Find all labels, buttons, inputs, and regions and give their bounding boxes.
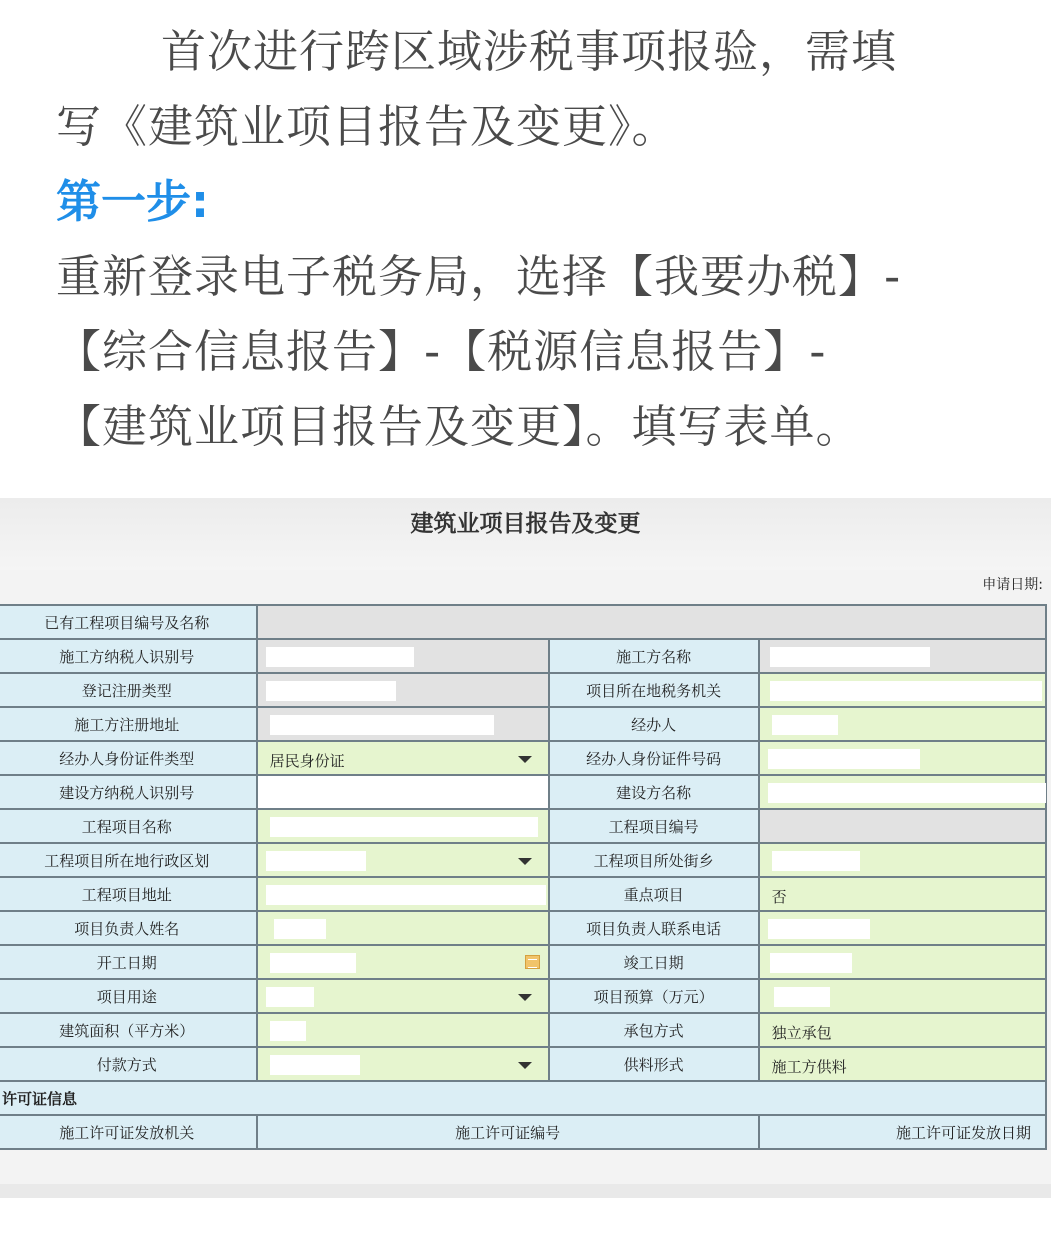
agent-id-type-value: 居民身份证 [269,752,345,770]
contractor-name-label: 施工方名称 [549,639,759,673]
agent-field[interactable] [759,707,1046,741]
project-address-field[interactable] [257,877,549,911]
intro-line-2: 写《建筑业项目报告及变更》。 [56,100,678,153]
start-date-field[interactable] [257,945,549,979]
project-use-label: 项目用途 [0,979,257,1013]
dropdown-arrow-icon[interactable] [518,994,532,1001]
tax-authority-label: 项目所在地税务机关 [549,673,759,707]
permit-section-header: 许可证信息 [0,1081,1046,1115]
intro-line-1: 首次进行跨区域涉税事项报验，需填 [161,25,898,78]
table-bottom-strip [0,1184,1051,1198]
contractor-tax-id-label: 施工方纳税人识别号 [0,639,257,673]
payment-method-label: 付款方式 [0,1047,257,1081]
builder-name-label: 建设方名称 [549,775,759,809]
registration-type-label: 登记注册类型 [0,673,257,707]
dropdown-arrow-icon[interactable] [518,756,532,763]
tax-authority-field[interactable] [759,673,1046,707]
key-project-field[interactable] [759,877,1046,911]
agent-label: 经办人 [549,707,759,741]
supply-form-label: 供料形式 [549,1047,759,1081]
project-number-label: 工程项目编号 [549,809,759,843]
article [56,14,1006,464]
project-budget-field[interactable] [759,979,1046,1013]
contractor-tax-id-field[interactable] [257,639,549,673]
dropdown-arrow-icon[interactable] [518,858,532,865]
step-label: 第一步: [56,175,209,228]
builder-tax-id-field[interactable] [257,775,549,809]
contract-mode-value: 独立承包 [771,1024,832,1042]
project-address-label: 工程项目地址 [0,877,257,911]
key-project-label: 重点项目 [549,877,759,911]
agent-id-type-label: 经办人身份证件类型 [0,741,257,775]
contractor-name-field[interactable] [759,639,1046,673]
builder-name-field[interactable] [759,775,1046,809]
intro-paragraph [56,14,1006,164]
building-area-field[interactable] [257,1013,549,1047]
contract-mode-label: 承包方式 [549,1013,759,1047]
step-line-2: 【综合信息报告】-【税源信息报告】- [56,325,827,378]
apply-date-label: 申请日期: [982,577,1043,593]
project-name-field[interactable] [257,809,549,843]
key-project-value: 否 [771,888,787,906]
manager-phone-label: 项目负责人联系电话 [549,911,759,945]
step-line-3: 【建筑业项目报告及变更】。填写表单。 [56,400,862,453]
start-date-label: 开工日期 [0,945,257,979]
contract-mode-field[interactable] [759,1013,1046,1047]
supply-form-field[interactable] [759,1047,1046,1081]
permit-number-header: 施工许可证编号 [257,1115,759,1149]
form-screenshot [0,498,1051,1198]
dropdown-arrow-icon[interactable] [518,1062,532,1069]
registration-type-field[interactable] [257,673,549,707]
project-use-select[interactable] [257,979,549,1013]
project-manager-label: 项目负责人姓名 [0,911,257,945]
building-area-label: 建筑面积（平方米） [0,1013,257,1047]
end-date-field[interactable] [759,945,1046,979]
end-date-label: 竣工日期 [549,945,759,979]
form-title: 建筑业项目报告及变更 [0,498,1051,570]
project-budget-label: 项目预算（万元） [549,979,759,1013]
project-form-table [0,604,1047,1150]
supply-form-value: 施工方供料 [771,1058,847,1076]
project-number-field[interactable] [759,809,1046,843]
agent-id-number-label: 经办人身份证件号码 [549,741,759,775]
project-name-label: 工程项目名称 [0,809,257,843]
manager-phone-field[interactable] [759,911,1046,945]
agent-id-number-field[interactable] [759,741,1046,775]
permit-authority-header: 施工许可证发放机关 [0,1115,257,1149]
project-street-label: 工程项目所处街乡 [549,843,759,877]
admin-division-label: 工程项目所在地行政区划 [0,843,257,877]
existing-project-label: 已有工程项目编号及名称 [0,605,257,639]
step-line-1: 重新登录电子税务局，选择【我要办税】- [56,250,902,303]
permit-date-header: 施工许可证发放日期 [759,1115,1046,1149]
admin-division-select[interactable] [257,843,549,877]
calendar-icon[interactable] [525,955,540,969]
payment-method-select[interactable] [257,1047,549,1081]
contractor-address-field[interactable] [257,707,549,741]
project-street-field[interactable] [759,843,1046,877]
contractor-address-label: 施工方注册地址 [0,707,257,741]
agent-id-type-select[interactable] [257,741,549,775]
builder-tax-id-label: 建设方纳税人识别号 [0,775,257,809]
existing-project-field[interactable] [257,605,1046,639]
project-manager-field[interactable] [257,911,549,945]
step-paragraph [56,239,1006,464]
